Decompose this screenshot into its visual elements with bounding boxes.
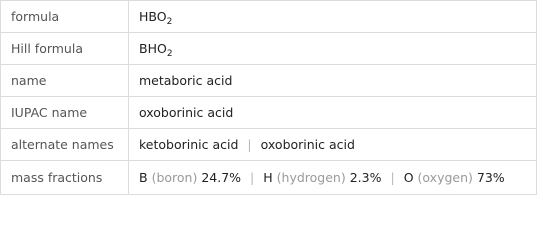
mass-fraction-percent: 24.7%	[201, 170, 242, 185]
mass-fractions-label: mass fractions	[1, 161, 129, 195]
table-row-alternate-names	[1, 129, 537, 161]
mass-fractions-value	[129, 161, 537, 195]
mass-fraction-symbol: H	[263, 170, 273, 185]
alternate-names-value	[129, 129, 537, 161]
alternate-name: ketoborinic acid	[139, 137, 239, 152]
name-value: metaboric acid	[129, 65, 537, 97]
mass-fraction-element: (hydrogen)	[276, 170, 346, 185]
hill-formula-text: BHO	[139, 41, 167, 56]
separator: |	[247, 137, 252, 152]
table-row-iupac-name	[1, 97, 537, 129]
iupac-name-label: IUPAC name	[1, 97, 129, 129]
table-row-mass-fractions	[1, 161, 537, 195]
formula-value	[129, 1, 537, 33]
mass-fraction-element: (boron)	[151, 170, 198, 185]
separator: |	[250, 170, 255, 185]
hill-formula-label: Hill formula	[1, 33, 129, 65]
mass-fraction-percent: 2.3%	[349, 170, 382, 185]
formula-label: formula	[1, 1, 129, 33]
mass-fraction-symbol: B	[139, 170, 148, 185]
mass-fraction-percent: 73%	[476, 170, 505, 185]
hill-formula-subscript: 2	[166, 49, 173, 59]
table-row-formula	[1, 1, 537, 33]
mass-fraction-symbol: O	[403, 170, 414, 185]
separator: |	[390, 170, 395, 185]
formula-subscript: 2	[166, 17, 173, 27]
hill-formula-value	[129, 33, 537, 65]
alternate-name: oxoborinic acid	[260, 137, 355, 152]
mass-fraction-element: (oxygen)	[417, 170, 473, 185]
iupac-name-value: oxoborinic acid	[129, 97, 537, 129]
table-row-name	[1, 65, 537, 97]
table-row-hill-formula	[1, 33, 537, 65]
name-label: name	[1, 65, 129, 97]
alternate-names-label: alternate names	[1, 129, 129, 161]
formula-text: HBO	[139, 9, 167, 24]
